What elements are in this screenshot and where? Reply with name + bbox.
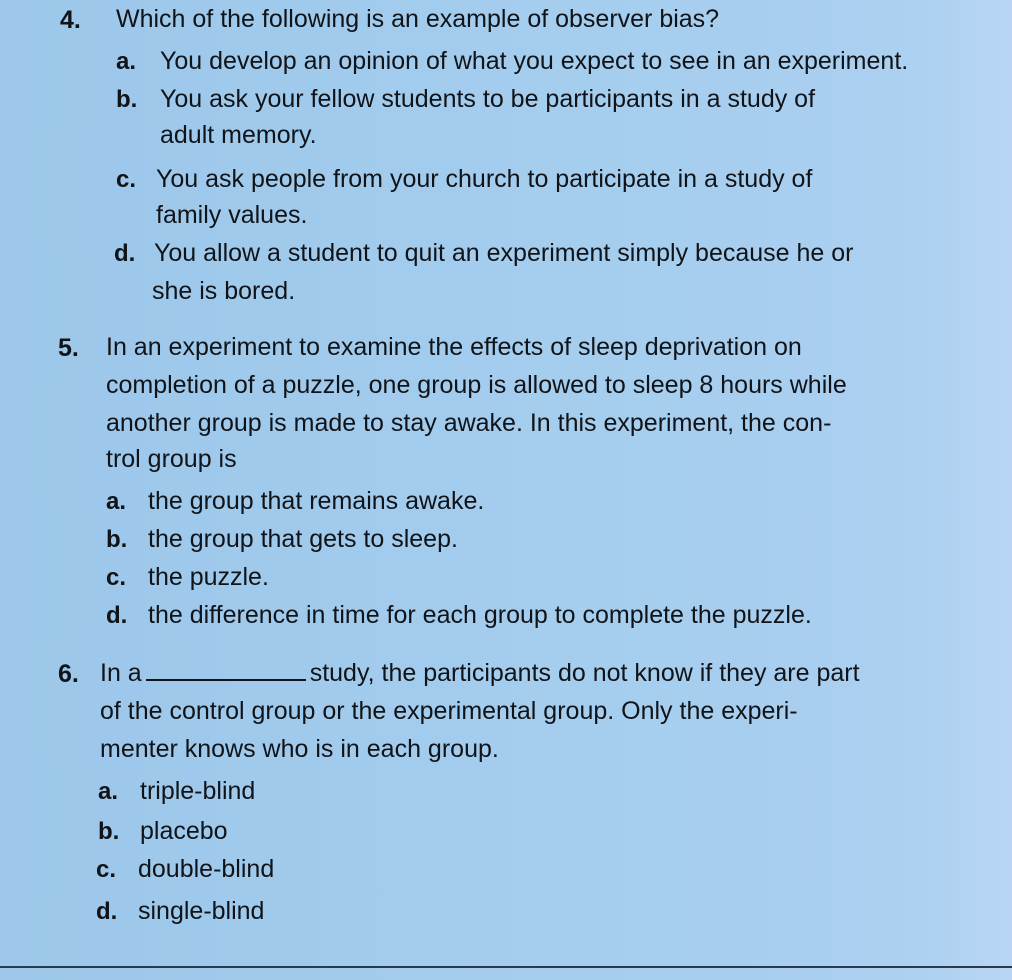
option-text: double-blind xyxy=(138,855,275,883)
option-letter: a. xyxy=(98,778,119,805)
option-text: triple-blind xyxy=(140,777,256,805)
option-letter: b. xyxy=(98,818,120,845)
option-text: the group that gets to sleep. xyxy=(148,525,458,553)
option-letter: c. xyxy=(96,856,117,883)
question-number: 5. xyxy=(58,334,79,362)
page-edge-shading xyxy=(934,0,1012,980)
question-number: 6. xyxy=(58,660,79,688)
option-text: the puzzle. xyxy=(148,563,269,591)
option-text-continued: she is bored. xyxy=(152,277,296,305)
option-letter: b. xyxy=(106,526,128,553)
option-text: the group that remains awake. xyxy=(148,487,485,515)
question-text: another group is made to stay awake. In this experiment, the con- xyxy=(106,409,832,437)
question-text: Which of the following is an example of observer bias? xyxy=(116,5,720,33)
option-text: placebo xyxy=(140,817,228,845)
option-text: You ask people from your church to participate in a study of xyxy=(156,165,813,193)
question-text: In an experiment to examine the effects of sleep deprivation on xyxy=(106,333,802,361)
option-text: You ask your fellow students to be participants in a study of xyxy=(160,85,816,113)
option-text-continued: adult memory. xyxy=(160,121,317,149)
option-letter: c. xyxy=(116,166,137,193)
question-text-before-blank: In a xyxy=(100,659,142,687)
option-letter: a. xyxy=(116,48,137,75)
option-letter: b. xyxy=(116,86,138,113)
question-text: trol group is xyxy=(106,445,237,473)
option-letter: d. xyxy=(114,240,136,267)
option-text: single-blind xyxy=(138,897,265,925)
option-letter: d. xyxy=(96,898,118,925)
question-text: of the control group or the experimental group. Only the experi- xyxy=(100,697,798,725)
option-letter: a. xyxy=(106,488,127,515)
option-text-continued: family values. xyxy=(156,201,308,229)
question-text-after-blank: study, the participants do not know if they are part xyxy=(309,659,860,687)
option-letter: c. xyxy=(106,564,127,591)
option-text: You allow a student to quit an experiment simply because he or xyxy=(154,239,854,267)
option-text: the difference in time for each group to complete the puzzle. xyxy=(148,601,812,629)
answer-blank xyxy=(146,655,306,681)
bottom-rule xyxy=(0,966,1012,968)
question-text: completion of a puzzle, one group is allowed to sleep 8 hours while xyxy=(106,371,847,399)
option-text: You develop an opinion of what you expect to see in an experiment. xyxy=(160,47,909,75)
option-letter: d. xyxy=(106,602,128,629)
question-number: 4. xyxy=(60,6,81,34)
question-text: menter knows who is in each group. xyxy=(100,735,499,763)
question-text-first-line xyxy=(100,654,860,692)
